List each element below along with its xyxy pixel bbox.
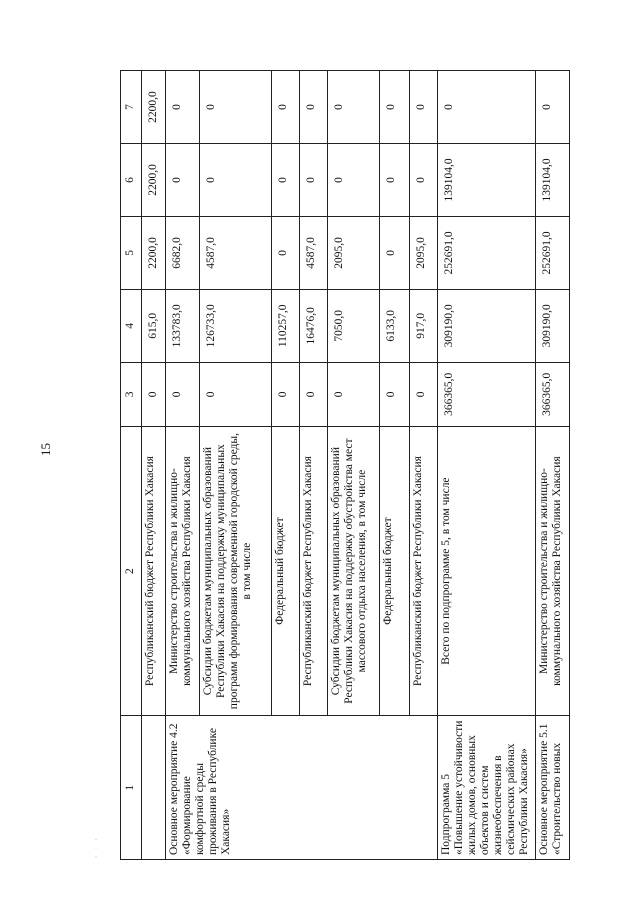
- table-row: [438, 71, 536, 860]
- cell-value: 0: [410, 71, 438, 144]
- cell-source: Республиканский бюджет Республики Хакасия: [410, 426, 438, 716]
- cell-value: 0: [200, 362, 272, 426]
- cell-value: 309190,0: [536, 289, 570, 362]
- cell-value: 0: [438, 71, 536, 144]
- rotated-table-container: [120, 70, 563, 860]
- page-number: 15: [38, 443, 53, 456]
- cell-source: Федеральный бюджет: [272, 426, 300, 716]
- cell-value: 366365,0: [438, 362, 536, 426]
- cell-source: Федеральный бюджет: [380, 426, 410, 716]
- cell-source: Субсидии бюджетам муниципальных образований Республики Хакасия на поддержку обустройства мест массового отдыха населения, в том числе: [328, 426, 380, 716]
- cell-value: 309190,0: [438, 289, 536, 362]
- header-row: [121, 71, 142, 860]
- cell-name: Основное мероприятие 4.2 «Формирование комфортной среды проживания в Республике Хакасия»: [166, 716, 438, 860]
- cell-value: 126733,0: [200, 289, 272, 362]
- cell-value: 133783,0: [166, 289, 200, 362]
- col-header-5: 5: [121, 216, 142, 289]
- cell-source: Республиканский бюджет Республики Хакасия: [142, 426, 166, 716]
- cell-value: 0: [166, 362, 200, 426]
- col-header-7: 7: [121, 71, 142, 144]
- cell-value: 0: [272, 144, 300, 217]
- col-header-4: 4: [121, 289, 142, 362]
- cell-value: 0: [328, 144, 380, 217]
- table-row: [142, 71, 166, 860]
- cell-value: 0: [328, 71, 380, 144]
- cell-value: 0: [272, 362, 300, 426]
- cell-value: 0: [200, 144, 272, 217]
- cell-source: Министерство строительства и жилищно-коммунального хозяйства Республики Хакасия: [166, 426, 200, 716]
- cell-value: 0: [328, 362, 380, 426]
- cell-source: Республиканский бюджет Республики Хакасия: [300, 426, 328, 716]
- cell-source: Министерство строительства и жилищно-коммунального хозяйства Республики Хакасия: [536, 426, 570, 716]
- cell-value: 4587,0: [300, 216, 328, 289]
- cell-value: 0: [200, 71, 272, 144]
- cell-source: Субсидии бюджетам муниципальных образований Республики Хакасия на поддержку муниципальных программ формирования современной городской среды, в том числе: [200, 426, 272, 716]
- cell-value: 0: [300, 144, 328, 217]
- cell-value: 366365,0: [536, 362, 570, 426]
- cell-value: 2200,0: [142, 144, 166, 217]
- budget-table: [120, 70, 570, 860]
- cell-value: 6682,0: [166, 216, 200, 289]
- cell-value: 4587,0: [200, 216, 272, 289]
- cell-value: 0: [410, 362, 438, 426]
- col-header-6: 6: [121, 144, 142, 217]
- cell-value: 2095,0: [328, 216, 380, 289]
- cell-name: Основное мероприятие 5.1 «Строительство новых: [536, 716, 570, 860]
- cell-name: [142, 716, 166, 860]
- cell-value: 0: [536, 71, 570, 144]
- cell-value: 0: [380, 362, 410, 426]
- col-header-2: 2: [121, 426, 142, 716]
- cell-value: 139104,0: [438, 144, 536, 217]
- scan-artifact: · · ·: [92, 836, 101, 858]
- cell-value: 0: [272, 71, 300, 144]
- table-row: [166, 71, 200, 860]
- cell-value: 16476,0: [300, 289, 328, 362]
- cell-value: 0: [410, 144, 438, 217]
- cell-value: 2095,0: [410, 216, 438, 289]
- cell-name: Подпрограмма 5 «Повышение устойчивости жилых домов, основных объектов и систем жизнеобеспечения в сейсмических районах Республики Хакасия»: [438, 716, 536, 860]
- cell-value: 0: [380, 216, 410, 289]
- cell-value: 0: [166, 144, 200, 217]
- cell-value: 0: [272, 216, 300, 289]
- cell-value: 2200,0: [142, 71, 166, 144]
- cell-value: 917,0: [410, 289, 438, 362]
- cell-value: 0: [380, 71, 410, 144]
- cell-value: 252691,0: [438, 216, 536, 289]
- cell-value: 252691,0: [536, 216, 570, 289]
- cell-value: 110257,0: [272, 289, 300, 362]
- col-header-3: 3: [121, 362, 142, 426]
- cell-value: 0: [142, 362, 166, 426]
- cell-value: 0: [300, 362, 328, 426]
- cell-value: 0: [166, 71, 200, 144]
- cell-value: 139104,0: [536, 144, 570, 217]
- cell-value: 7050,0: [328, 289, 380, 362]
- cell-value: 0: [380, 144, 410, 217]
- cell-value: 6133,0: [380, 289, 410, 362]
- cell-source: Всего по подпрограмме 5, в том числе: [438, 426, 536, 716]
- cell-value: 615,0: [142, 289, 166, 362]
- cell-value: 2200,0: [142, 216, 166, 289]
- col-header-1: 1: [121, 716, 142, 860]
- table-row: [536, 71, 570, 860]
- cell-value: 0: [300, 71, 328, 144]
